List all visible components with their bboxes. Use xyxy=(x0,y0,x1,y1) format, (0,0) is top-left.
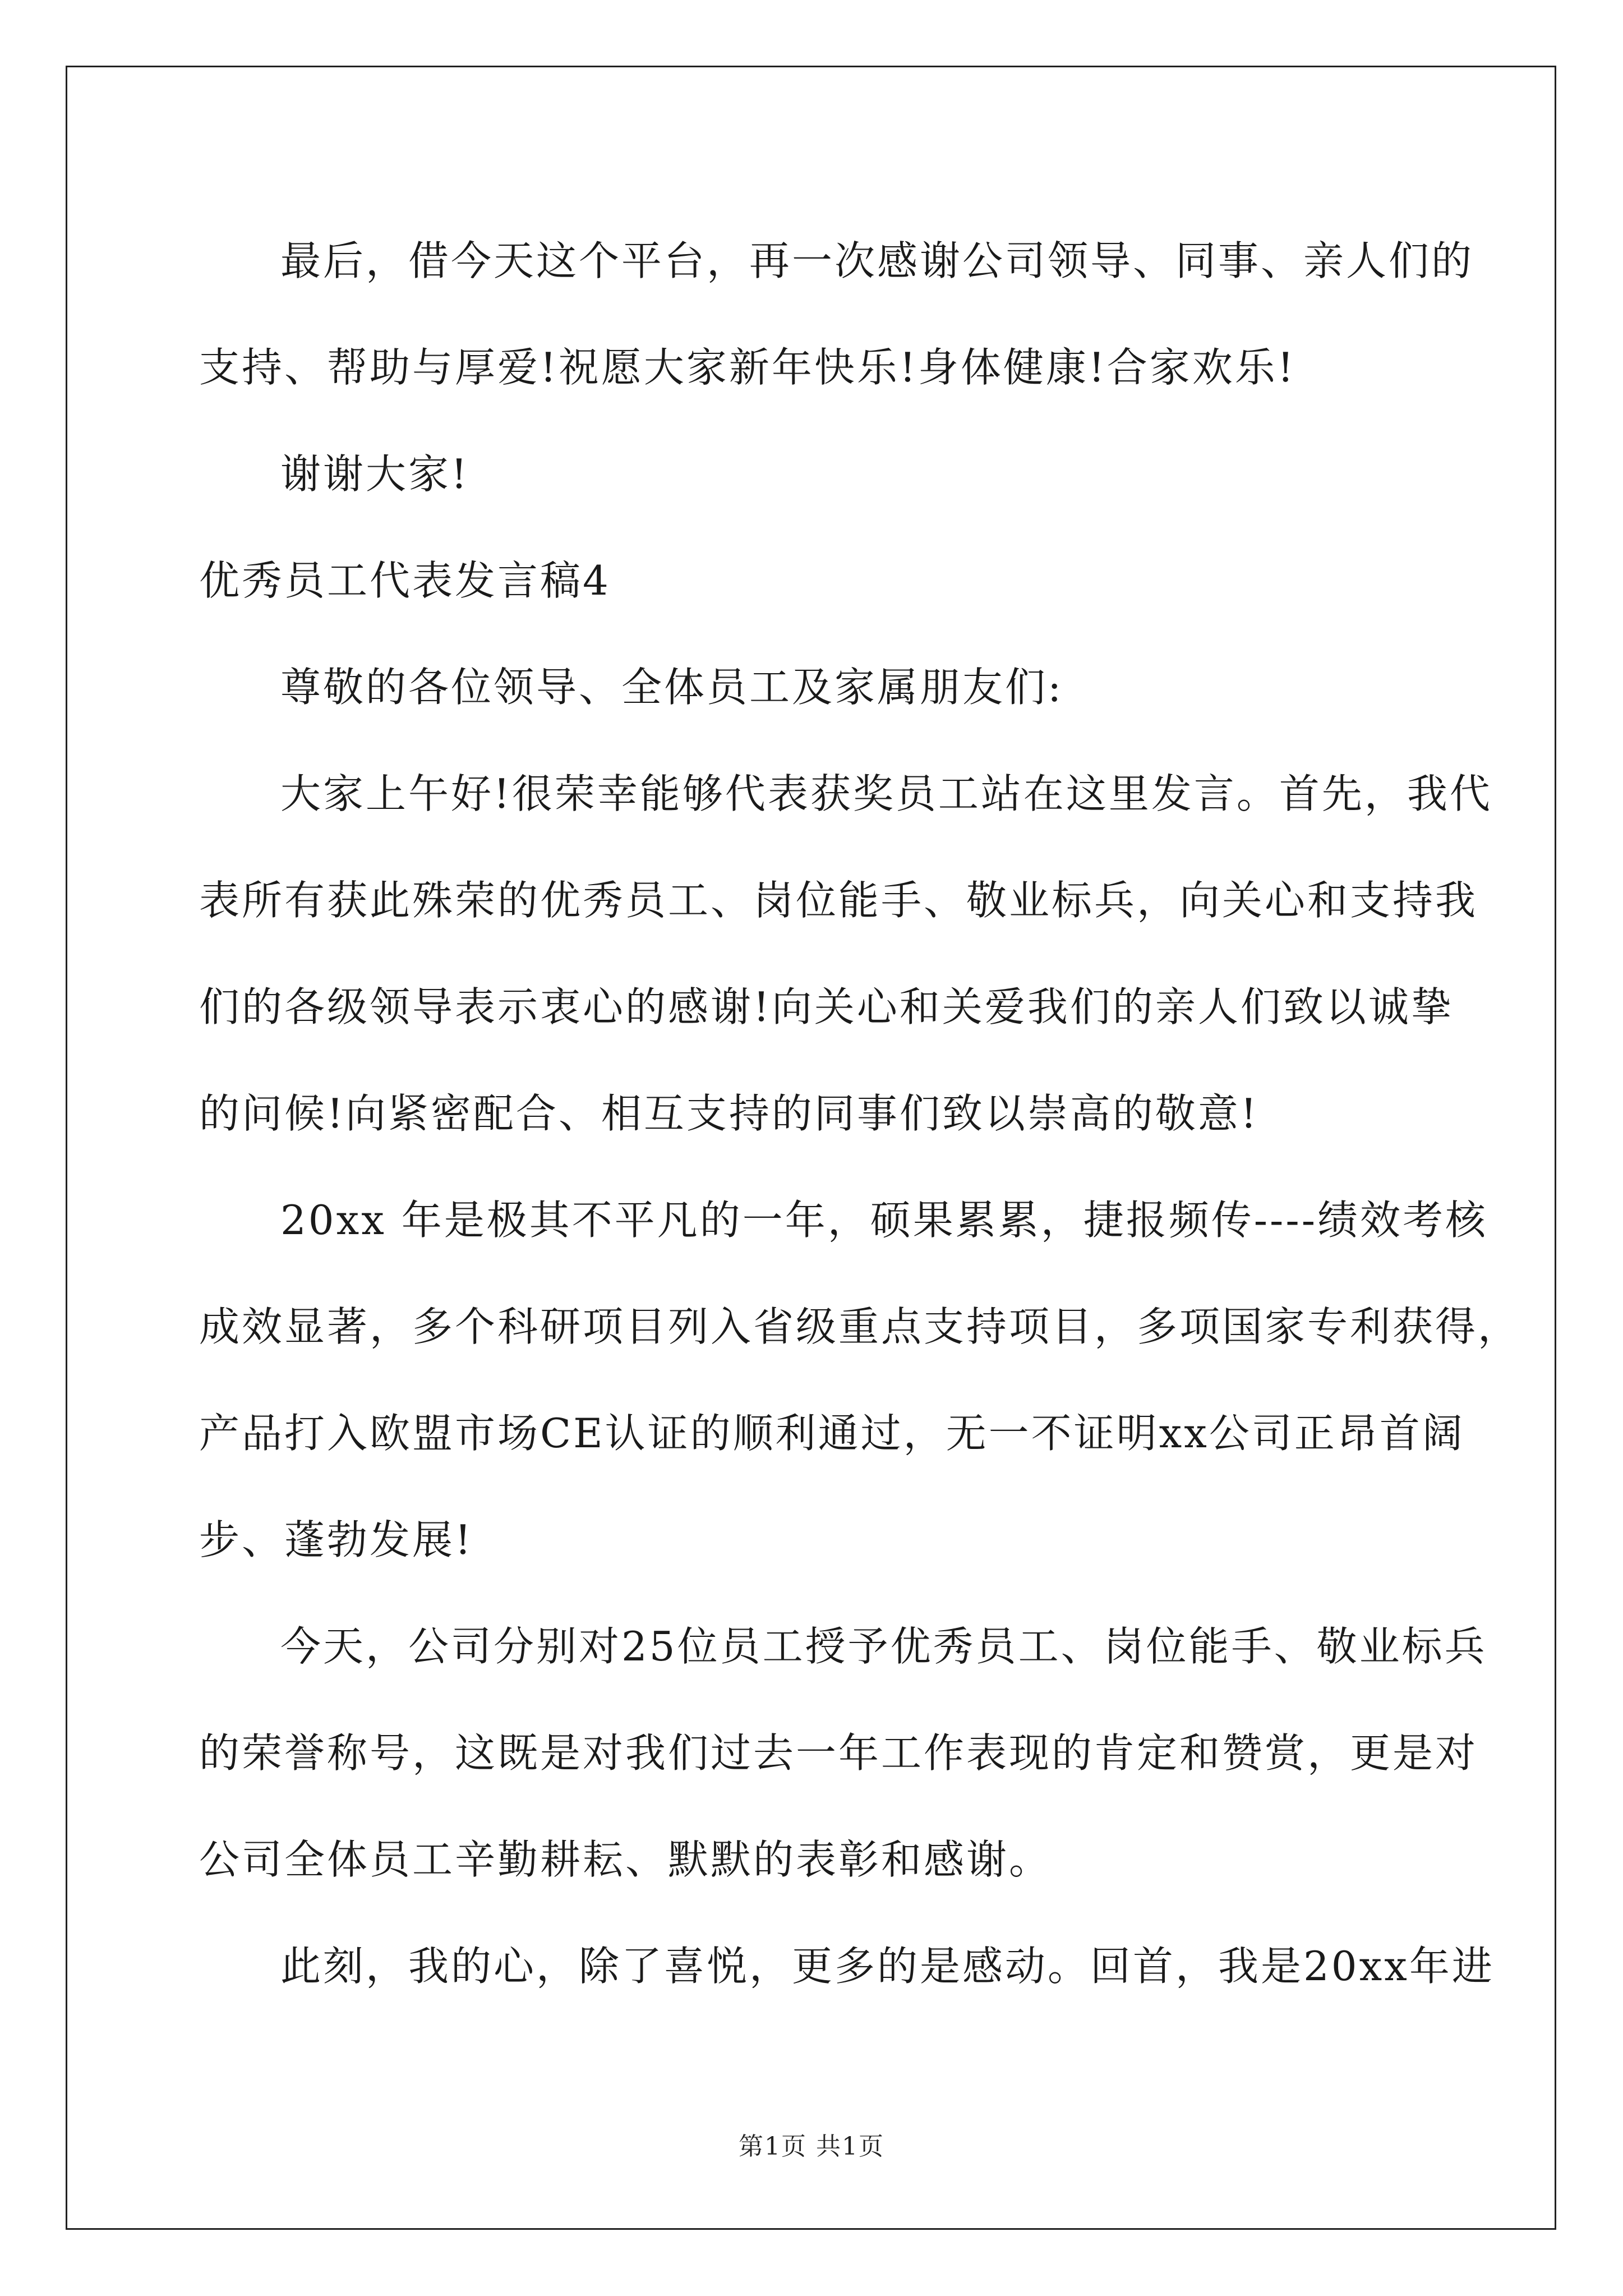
paragraph-thanks: 谢谢大家! xyxy=(280,450,469,498)
paragraph-reflection-line-1: 此刻，我的心，除了喜悦，更多的是感动。回首，我是20xx年进 xyxy=(280,1943,1495,1990)
paragraph-greeting-line-1: 大家上午好!很荣幸能够代表获奖员工站在这里发言。首先，我代 xyxy=(280,770,1492,817)
document-body xyxy=(199,208,1521,2019)
paragraph-achievements-line-2: 成效显著，多个科研项目列入省级重点支持项目，多项国家专利获得， xyxy=(199,1303,1521,1350)
paragraph-awards-line-3: 公司全体员工辛勤耕耘、默默的表彰和感谢。 xyxy=(199,1836,1052,1883)
paragraph-achievements-line-1: 20xx 年是极其不平凡的一年，硕果累累，捷报频传----绩效考核 xyxy=(280,1197,1488,1244)
paragraph-awards-line-2: 的荣誉称号，这既是对我们过去一年工作表现的肯定和赞赏，更是对 xyxy=(199,1729,1478,1777)
paragraph-achievements-line-3: 产品打入欧盟市场CE认证的顺利通过，无一不证明xx公司正昂首阔 xyxy=(199,1410,1465,1457)
paragraph-greeting-line-3: 们的各级领导表示衷心的感谢!向关心和关爱我们的亲人们致以诚挚 xyxy=(199,983,1454,1030)
paragraph-greeting-line-2: 表所有获此殊荣的优秀员工、岗位能手、敬业标兵，向关心和支持我 xyxy=(199,877,1478,924)
page-footer: 第1页 共1页 xyxy=(739,2132,884,2161)
paragraph-achievements-line-4: 步、蓬勃发展! xyxy=(199,1516,473,1563)
paragraph-closing-line-2: 支持、帮助与厚爱!祝愿大家新年快乐!身体健康!合家欢乐! xyxy=(199,344,1296,391)
section-title: 优秀员工代表发言稿4 xyxy=(199,557,611,604)
paragraph-greeting-line-4: 的问候!向紧密配合、相互支持的同事们致以崇高的敬意! xyxy=(199,1090,1259,1137)
paragraph-closing-line-1: 最后，借今天这个平台，再一次感谢公司领导、同事、亲人们的 xyxy=(280,237,1474,284)
paragraph-awards-line-1: 今天，公司分别对25位员工授予优秀员工、岗位能手、敬业标兵 xyxy=(280,1623,1487,1670)
salutation: 尊敬的各位领导、全体员工及家属朋友们: xyxy=(280,664,1064,711)
